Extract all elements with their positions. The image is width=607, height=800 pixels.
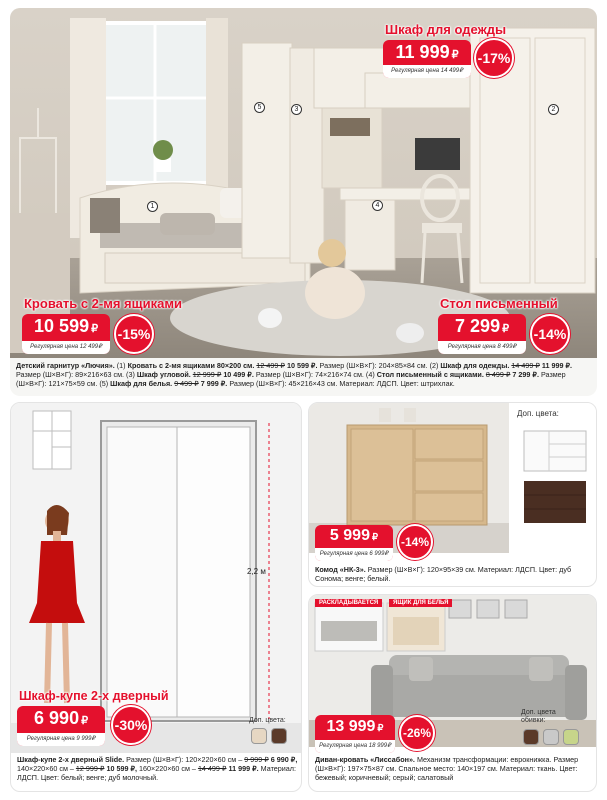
bed-discount: -15% <box>114 314 154 354</box>
slide-wardrobe-price: 6 990 ₽ <box>34 708 88 728</box>
dresser-colors-label: Доп. цвета: <box>517 409 559 418</box>
swatch-wenge <box>271 728 287 744</box>
bed-regular-price: Регулярная цена 12 499₽ <box>22 341 110 354</box>
sofa-regular-price: Регулярная цена 18 999₽ <box>315 740 395 753</box>
desk-price-box <box>438 314 526 354</box>
wardrobe-price-box <box>383 40 471 78</box>
dresser-card <box>308 402 597 587</box>
swatch-brown <box>523 729 539 745</box>
dresser-price: 5 999 ₽ <box>329 527 379 544</box>
sofa-description: Диван-кровать «Лиссабон». Механизм трансформации: еврокнижка. Размер (Ш×В×Г): 197×75×87 см. Спальное место: 140×197 см. Материал: ткань. Цвет: бежевый; коричневый; серый; салатовый <box>315 755 579 783</box>
sofa-discount: -26% <box>399 715 435 751</box>
height-label: 2,2 м <box>247 567 266 576</box>
sofa-colors-label: Доп. цвета обивки: <box>521 709 556 724</box>
swatch-green <box>563 729 579 745</box>
slide-wardrobe-card <box>10 402 302 792</box>
dresser-regular-price: Регулярная цена 6 999₽ <box>315 548 393 561</box>
wardrobe-regular-price: Регулярная цена 14 499₽ <box>383 65 471 78</box>
slide-wardrobe-title: Шкаф-купе 2-х дверный <box>19 689 169 703</box>
wardrobe-price: 11 999 ₽ <box>395 42 459 62</box>
sofa-card <box>308 594 597 792</box>
swatch-gray <box>543 729 559 745</box>
dresser-discount: -14% <box>397 524 433 560</box>
kids-set-description: Детский гарнитур «Лючия». (1) Кровать с 2-мя ящиками 80×200 см. 12 499 ₽ 10 599 ₽. Размер (Ш×В×Г): 204×85×84 см. (2) Шкаф для одежды. 14 499 ₽ 11 999 ₽. Размер (Ш×В×Г): 89×216×63 см. (3) Шкаф угловой. 12 999 ₽ 10 499 ₽. Размер (Ш×В×Г): 74×216×74 см. (4) Стол письменный с ящиками. 8 499 ₽ 7 299 ₽. Размер (Ш×В×Г): 121×75×59 см. (5) Шкаф для белья. 9 499 ₽ 7 999 ₽. Размер (Ш×В×Г): 45×216×43 см. Материал: ЛДСП. Цвет: штрихлак. <box>16 361 573 389</box>
desk-regular-price: Регулярная цена 8 499₽ <box>438 341 526 354</box>
dresser-description: Комод «НК-3». Размер (Ш×В×Г): 120×95×39 см. Материал: ЛДСП. Цвет: дуб Сонома; венге; белый. <box>315 565 572 584</box>
bed-price: 10 599 ₽ <box>34 316 98 336</box>
slide-wardrobe-price-box <box>17 706 105 746</box>
label-4: 4 <box>372 200 383 211</box>
wardrobe-title: Шкаф для одежды <box>385 22 507 37</box>
label-1: 1 <box>147 201 158 212</box>
label-2: 2 <box>548 104 559 115</box>
badge-folds-out: РАСКЛАДЫВАЕТСЯ <box>315 599 382 607</box>
label-5: 5 <box>254 102 265 113</box>
bed-price-box <box>22 314 110 354</box>
desk-price: 7 299 ₽ <box>455 316 509 336</box>
dresser-price-box <box>315 525 393 561</box>
sofa-price: 13 999 ₽ <box>326 718 384 735</box>
swatch-milky-oak <box>251 728 267 744</box>
label-3: 3 <box>291 104 302 115</box>
slide-wardrobe-description: Шкаф-купе 2-х дверный Slide. Размер (Ш×В×Г): 120×220×60 см – 9 999 ₽ 6 990 ₽, 140×220×60 см – 12 999 ₽ 10 599 ₽, 160×220×60 см – 14 499 ₽ 11 999 ₽. Материал: ЛДСП. Цвет: белый; венге; дуб молочный. <box>17 755 298 783</box>
kids-set-card <box>10 8 597 396</box>
desk-title: Стол письменный <box>440 296 558 311</box>
desk-discount: -14% <box>530 314 570 354</box>
badge-linen-box: ЯЩИК ДЛЯ БЕЛЬЯ <box>389 599 452 607</box>
slide-wardrobe-colors-label: Доп. цвета: <box>249 717 286 724</box>
bed-title: Кровать с 2-мя ящиками <box>24 296 182 311</box>
wardrobe-discount: -17% <box>474 38 514 78</box>
slide-wardrobe-regular-price: Регулярная цена 9 999₽ <box>17 733 105 746</box>
slide-wardrobe-discount: -30% <box>111 705 151 745</box>
sofa-price-box <box>315 715 395 753</box>
